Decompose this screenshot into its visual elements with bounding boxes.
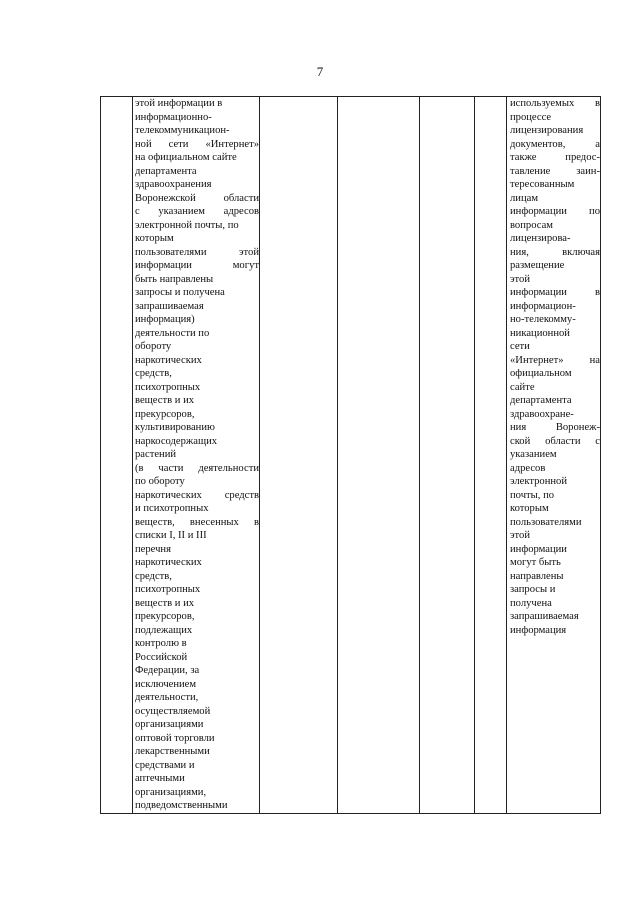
text-line: лицам bbox=[510, 192, 539, 204]
text-line: веществ и их bbox=[135, 597, 195, 609]
text-line: информационно- bbox=[135, 111, 212, 123]
text-line: запросы и получена bbox=[135, 287, 225, 298]
text-line: адресов bbox=[510, 462, 546, 474]
text-line: веществ и их bbox=[135, 395, 195, 406]
text-line: Российской bbox=[135, 651, 188, 663]
text-line: подлежащих bbox=[135, 624, 193, 636]
text-line: которым bbox=[510, 503, 549, 514]
text-line: организациями, bbox=[135, 786, 207, 798]
page-number: 7 bbox=[316, 64, 324, 79]
text-line: аптечными bbox=[135, 773, 185, 784]
text-line: списки I, II и III bbox=[135, 530, 207, 541]
text-line: ной сети «Интернет» bbox=[135, 138, 259, 150]
text-line: средств, bbox=[135, 570, 172, 582]
text-line: информации в bbox=[510, 287, 600, 298]
text-line: вопросам bbox=[510, 219, 553, 231]
text-line: официальном bbox=[510, 368, 572, 379]
text-line: осуществляемой bbox=[135, 705, 211, 717]
text-line: психотропных bbox=[135, 381, 201, 393]
text-line: пользователями bbox=[510, 516, 582, 528]
text-line: информации bbox=[510, 543, 567, 555]
table-cell-col1 bbox=[101, 97, 133, 814]
text-line: оптовой торговли bbox=[135, 732, 215, 744]
text-line: ния, включая bbox=[510, 246, 600, 258]
table-cell-col7 bbox=[507, 97, 601, 814]
text-line: наркотических bbox=[135, 557, 202, 568]
text-line: указанием bbox=[510, 449, 557, 460]
text-line: этой bbox=[510, 273, 531, 285]
text-line: психотропных bbox=[135, 584, 201, 595]
text-line: наркотических bbox=[135, 354, 202, 366]
information-provision-text bbox=[507, 97, 600, 637]
text-line: организациями bbox=[135, 719, 204, 730]
text-line: направлены bbox=[510, 570, 564, 582]
text-line: «Интернет» на bbox=[510, 354, 600, 366]
text-line: исключением bbox=[135, 678, 197, 690]
text-line: по обороту bbox=[135, 476, 185, 487]
text-line: лицензирова- bbox=[510, 233, 571, 244]
text-line: информацион- bbox=[510, 300, 576, 312]
text-line: получена bbox=[510, 597, 552, 609]
text-line: растений bbox=[135, 449, 177, 460]
text-line: этой bbox=[510, 530, 531, 541]
text-line: лицензирования bbox=[510, 125, 584, 136]
text-line: этой информации в bbox=[135, 98, 223, 109]
text-line: (в части деятельности bbox=[135, 462, 259, 474]
text-line: наркосодержащих bbox=[135, 435, 218, 447]
text-line: культивированию bbox=[135, 422, 215, 433]
text-line: также предос- bbox=[510, 152, 600, 163]
table-cell-col6 bbox=[475, 97, 507, 814]
table-cell-col5 bbox=[420, 97, 475, 814]
text-line: ния Воронеж- bbox=[510, 422, 600, 433]
text-line: департамента bbox=[135, 165, 197, 177]
text-line: документов, а bbox=[510, 138, 600, 150]
text-line: тересованным bbox=[510, 179, 575, 190]
text-line: и психотропных bbox=[135, 503, 209, 514]
text-line: здравоохранения bbox=[135, 179, 212, 190]
table-cell-col2 bbox=[133, 97, 260, 814]
text-line: телекоммуникацион- bbox=[135, 125, 230, 136]
text-line: с указанием адресов bbox=[135, 206, 259, 217]
table-row bbox=[101, 97, 601, 814]
text-line: средствами и bbox=[135, 759, 195, 771]
license-table bbox=[100, 96, 601, 814]
text-line: перечня bbox=[135, 543, 171, 555]
table-cell-col3 bbox=[260, 97, 338, 814]
text-line: могут быть bbox=[510, 557, 561, 568]
table-cell-col4 bbox=[338, 97, 420, 814]
text-line: деятельности, bbox=[135, 692, 199, 703]
text-line: обороту bbox=[135, 341, 172, 352]
text-line: подведомственными bbox=[135, 800, 228, 811]
text-line: веществ, внесенных в bbox=[135, 516, 259, 528]
text-line: информации по bbox=[510, 206, 600, 217]
text-line: сайте bbox=[510, 381, 535, 393]
text-line: но-телекомму- bbox=[510, 314, 576, 325]
text-line: ской области с bbox=[510, 435, 600, 447]
text-line: на официальном сайте bbox=[135, 152, 237, 163]
text-line: почты, по bbox=[510, 489, 555, 501]
text-line: электронной bbox=[510, 476, 568, 487]
text-line: деятельности по bbox=[135, 327, 210, 339]
text-line: никационной bbox=[510, 327, 570, 339]
text-line: сети bbox=[510, 341, 530, 352]
text-line: запросы и bbox=[510, 584, 556, 595]
text-line: электронной почты, по bbox=[135, 219, 239, 231]
text-line: контролю в bbox=[135, 638, 187, 649]
text-line: средств, bbox=[135, 368, 172, 379]
text-line: прекурсоров, bbox=[135, 611, 195, 622]
text-line: Федерации, за bbox=[135, 665, 200, 676]
text-line: информация bbox=[510, 624, 567, 636]
text-line: запрашиваемая bbox=[510, 611, 579, 622]
text-line: пользователями этой bbox=[135, 246, 259, 258]
text-line: процессе bbox=[510, 111, 552, 123]
text-line: лекарственными bbox=[135, 746, 210, 757]
activity-description-text bbox=[133, 97, 259, 813]
text-line: департамента bbox=[510, 395, 572, 406]
text-line: информация) bbox=[135, 314, 195, 325]
text-line: запрашиваемая bbox=[135, 300, 204, 312]
text-line: Воронежской области bbox=[135, 192, 259, 204]
text-line: тавление заин- bbox=[510, 165, 600, 177]
text-line: наркотических средств bbox=[135, 489, 259, 501]
text-line: используемых в bbox=[510, 98, 600, 109]
text-line: которым bbox=[135, 233, 174, 244]
text-line: здравоохране- bbox=[510, 408, 574, 420]
text-line: размещение bbox=[510, 260, 565, 271]
text-line: прекурсоров, bbox=[135, 408, 195, 420]
text-line: быть направлены bbox=[135, 273, 214, 285]
text-line: информации могут bbox=[135, 260, 259, 271]
